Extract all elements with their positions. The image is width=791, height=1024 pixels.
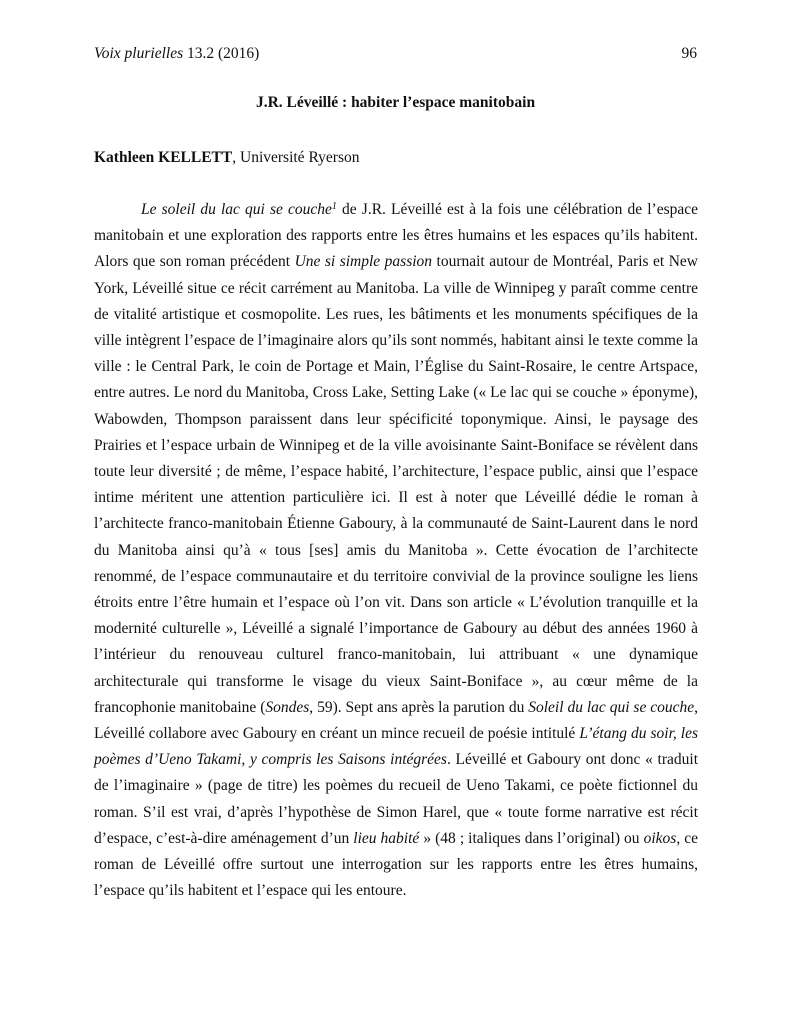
book-title-soleil: Le soleil du lac qui se couche — [141, 201, 332, 218]
author-name: Kathleen KELLETT — [94, 149, 233, 166]
body-text-segment: , ce roman de Léveillé offre surtout une interrogation sur les rapports entre les êtres humains, l’espace qu’ils habitent et l’espace qui les entoure. — [94, 829, 698, 900]
body-text-segment: , 59). Sept ans après la parution du — [309, 698, 529, 716]
body-text-segment: . Léveillé et Gaboury ont donc « traduit de l’imaginaire » (page de titre) les poèmes du recueil de Ueno Takami, ce poète fictionnel du roman. S’il est vrai, d’après l’hypothèse de Simon Harel, que « toute forme narrative est récit d’espace, c’est-à-dire aménagement d’un — [94, 751, 698, 847]
journal-citation — [94, 44, 259, 64]
journal-issue: 13.2 (2016) — [183, 45, 260, 62]
body-text-segment: de J.R. Léveillé est à la fois une célébration de l’espace manitobain et une exploration des rapports entre les êtres humains et les espaces qu’ils habitent. Alors que son roman précédent — [94, 201, 699, 271]
body-text-segment: tournait autour de Montréal, Paris et New York, Léveillé situe ce récit carrément au Manitoba. La ville de Winnipeg y paraît comme centre de vitalité artistique et cosmopolite. Les rues, les bâtiments et les monuments spécifiques de la ville intègrent l’espace de l’imaginaire alors qu’ils sont nommés, habitant ainsi le texte comme la ville : le Central Park, le coin de Portage et Main, l’Église du Saint-Rosaire, le centre Artspace, entre autres. Le nord du Manitoba, Cross Lake, Setting Lake (« Le lac qui se couche » éponyme), Wabowden, Thompson paraissent dans leur spécificité toponymique. Ainsi, le paysage des Prairies et l’espace urbain de Winnipeg et de la ville avoisinante Saint-Boniface se révèlent dans toute leur diversité ; de même, l’espace habité, l’architecture, l’espace public, ainsi que l’espace intime méritent une attention particulière ici. Il est à noter que Léveillé dédie le roman à l’architecte franco-manitobain Étienne Gaboury, à la communauté de Saint-Laurent dans le nord du Manitoba ainsi qu’à « tous [ses] amis du Manitoba ». Cette évocation de l’architecte renommé, de l’espace communautaire et du territoire convivial de la province souligne les liens étroits entre l’être humain et l’espace où l’on vit. Dans son article « L’évolution tranquille et la modernité culturelle », Léveillé a signalé l’importance de Gaboury au début des années 1960 à l’intérieur du renouveau culturel franco-manitobain, lui attribuant « une dynamique architecturale qui transforme le visage du vieux Saint-Boniface », au cœur même de la francophonie manitobaine ( — [94, 253, 698, 716]
book-title-sondes: Sondes — [265, 698, 310, 716]
italic-term-lieu-habite: lieu habité — [353, 829, 420, 847]
article-title: J.R. Léveillé : habiter l’espace manitobain — [255, 94, 536, 111]
body-paragraph — [94, 197, 698, 904]
journal-title: Voix plurielles — [94, 45, 184, 62]
book-title-etang: L’étang du soir, les poèmes d’Ueno Takami, y compris les Saisons intégrées — [94, 725, 698, 769]
italic-term-oikos: oikos — [643, 829, 677, 847]
body-text-segment: , Léveillé collabore avec Gaboury en créant un mince recueil de poésie intitulé — [94, 698, 699, 743]
book-title-soleil-2: Soleil du lac qui se couche — [528, 698, 695, 716]
page-number: 96 — [681, 45, 697, 62]
book-title-passion: Une si simple passion — [294, 253, 433, 271]
author-affiliation: , Université Ryerson — [232, 149, 360, 166]
body-text-segment: » (48 ; italiques dans l’original) ou — [419, 829, 644, 847]
footnote-marker[interactable]: 1 — [331, 201, 337, 212]
author-line — [94, 148, 697, 168]
